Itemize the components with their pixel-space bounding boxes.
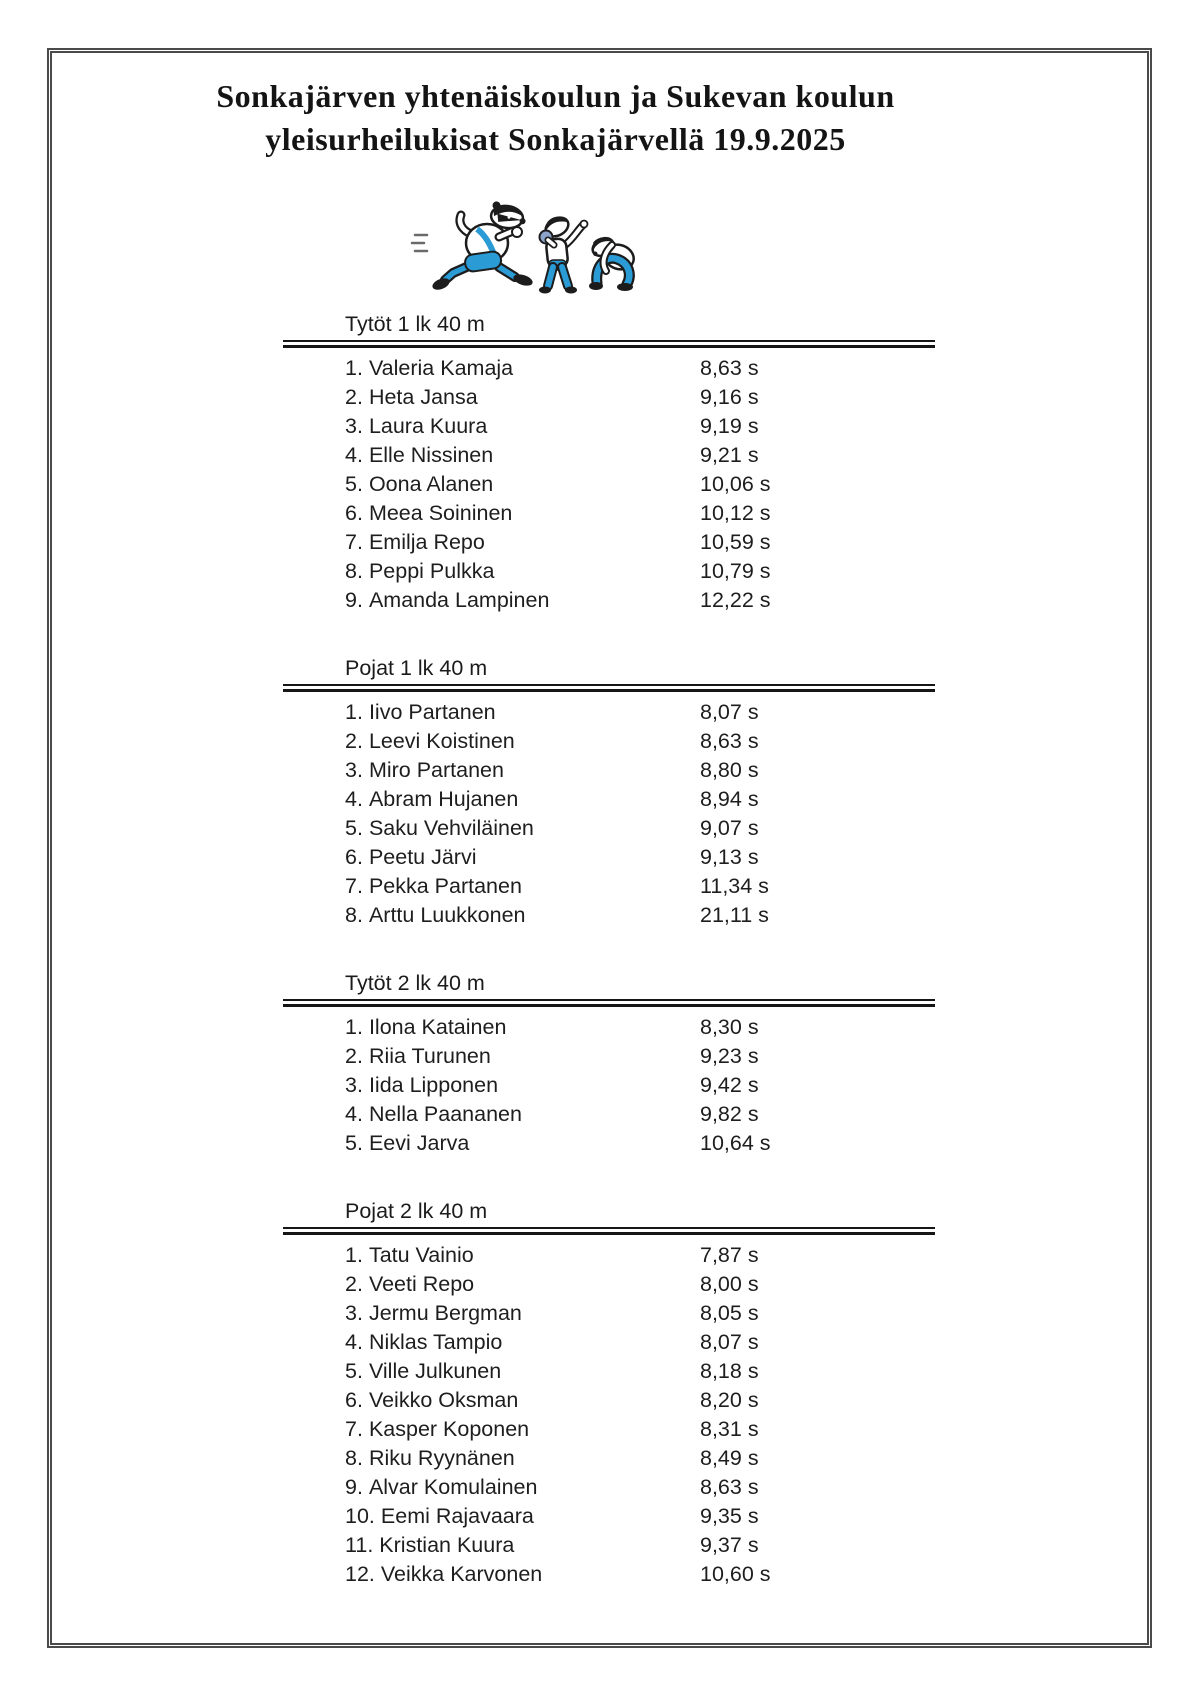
rank-label: 1.	[345, 1015, 363, 1039]
rank-label: 12.	[345, 1562, 375, 1586]
result-row	[345, 1299, 935, 1328]
rank-label: 9.	[345, 1475, 363, 1499]
competitor-name: Veikka Karvonen	[380, 1562, 543, 1586]
rank-label: 8.	[345, 559, 363, 583]
result-time: 8,00 s	[700, 1272, 759, 1296]
competitor	[345, 787, 700, 812]
result-time: 8,80 s	[700, 758, 759, 782]
rank-label: 7.	[345, 530, 363, 554]
competitor-name: Miro Partanen	[368, 758, 504, 782]
result-row	[345, 901, 935, 930]
rank-label: 6.	[345, 845, 363, 869]
rank-label: 1.	[345, 1243, 363, 1267]
competitor	[345, 1131, 700, 1156]
rank-label: 3.	[345, 1301, 363, 1325]
section-divider	[283, 340, 935, 348]
competitor-name: Arttu Luukkonen	[368, 903, 526, 927]
section-heading: Pojat 2 lk 40 m	[345, 1199, 488, 1223]
results-list	[345, 1013, 935, 1158]
rank-label: 8.	[345, 903, 363, 927]
result-time: 10,12 s	[700, 501, 771, 525]
result-row	[345, 785, 935, 814]
competitor	[345, 816, 700, 841]
result-time: 9,13 s	[700, 845, 759, 869]
rank-label: 8.	[345, 1446, 363, 1470]
rank-label: 9.	[345, 588, 363, 612]
competitor	[345, 1272, 700, 1297]
result-row	[345, 1100, 935, 1129]
competitor	[345, 700, 700, 725]
competitor-name: Oona Alanen	[368, 472, 494, 496]
result-row	[345, 1071, 935, 1100]
competitor-name: Peetu Järvi	[368, 845, 477, 869]
competitor	[345, 1475, 700, 1500]
competitor-name: Kristian Kuura	[379, 1533, 515, 1557]
competitor	[345, 729, 700, 754]
result-time: 8,63 s	[700, 729, 759, 753]
competitor-name: Iida Lipponen	[368, 1073, 499, 1097]
competitor	[345, 1417, 700, 1442]
competitor-name: Eevi Jarva	[368, 1131, 470, 1155]
result-row	[345, 557, 935, 586]
result-time: 8,63 s	[700, 1475, 759, 1499]
result-time: 9,16 s	[700, 385, 759, 409]
competitor	[345, 1562, 700, 1587]
rank-label: 1.	[345, 356, 363, 380]
result-row	[345, 499, 935, 528]
result-time: 10,06 s	[700, 472, 771, 496]
section-divider	[283, 1227, 935, 1235]
section-heading: Pojat 1 lk 40 m	[345, 656, 488, 680]
competitor-name: Veikko Oksman	[368, 1388, 519, 1412]
result-time: 9,19 s	[700, 414, 759, 438]
result-row	[345, 1415, 935, 1444]
result-time: 8,30 s	[700, 1015, 759, 1039]
result-row	[345, 441, 935, 470]
result-time: 21,11 s	[700, 903, 769, 927]
result-time: 9,35 s	[700, 1504, 759, 1528]
competitor	[345, 1504, 700, 1529]
page-title	[52, 75, 1059, 161]
competitor	[345, 1073, 700, 1098]
result-row	[345, 354, 935, 383]
competitor-name: Amanda Lampinen	[368, 588, 550, 612]
rank-label: 10.	[345, 1504, 375, 1528]
result-time: 10,79 s	[700, 559, 771, 583]
competitor	[345, 588, 700, 613]
competitor-name: Riku Ryynänen	[368, 1446, 515, 1470]
result-time: 7,87 s	[700, 1243, 759, 1267]
competitor-name: Eemi Rajavaara	[380, 1504, 534, 1528]
result-row	[345, 1473, 935, 1502]
result-time: 8,07 s	[700, 700, 759, 724]
result-row	[345, 756, 935, 785]
rank-label: 4.	[345, 1330, 363, 1354]
result-row	[345, 1386, 935, 1415]
competitor-name: Niklas Tampio	[368, 1330, 503, 1354]
result-section	[283, 1198, 935, 1589]
result-row	[345, 872, 935, 901]
result-time: 9,23 s	[700, 1044, 759, 1068]
competitor	[345, 501, 700, 526]
results-list	[345, 1241, 935, 1589]
results-list	[345, 698, 935, 930]
competitor-name: Elle Nissinen	[368, 443, 494, 467]
title-line-1: Sonkajärven yhtenäiskoulun ja Sukevan koulun	[216, 78, 895, 114]
competitor-name: Ville Julkunen	[368, 1359, 502, 1383]
result-row	[345, 1328, 935, 1357]
rank-label: 7.	[345, 874, 363, 898]
competitor	[345, 385, 700, 410]
result-time: 8,20 s	[700, 1388, 759, 1412]
section-divider	[283, 684, 935, 692]
rank-label: 1.	[345, 700, 363, 724]
result-section	[283, 311, 935, 615]
rank-label: 2.	[345, 1044, 363, 1068]
result-row	[345, 1270, 935, 1299]
competitor-name: Riia Turunen	[368, 1044, 491, 1068]
competitor	[345, 559, 700, 584]
results-list	[345, 354, 935, 615]
competitor-name: Alvar Komulainen	[368, 1475, 538, 1499]
result-time: 8,05 s	[700, 1301, 759, 1325]
competitor-name: Veeti Repo	[368, 1272, 475, 1296]
rank-label: 6.	[345, 501, 363, 525]
competitor-name: Nella Paananen	[368, 1102, 522, 1126]
result-time: 8,49 s	[700, 1446, 759, 1470]
section-divider	[283, 999, 935, 1007]
competitor	[345, 1015, 700, 1040]
section-heading: Tytöt 1 lk 40 m	[345, 312, 485, 336]
competitor-name: Meea Soininen	[368, 501, 513, 525]
rank-label: 6.	[345, 1388, 363, 1412]
result-time: 9,82 s	[700, 1102, 759, 1126]
result-time: 8,07 s	[700, 1330, 759, 1354]
rank-label: 5.	[345, 1131, 363, 1155]
rank-label: 4.	[345, 787, 363, 811]
rank-label: 11.	[345, 1533, 374, 1557]
result-row	[345, 1357, 935, 1386]
competitor	[345, 530, 700, 555]
rank-label: 3.	[345, 758, 363, 782]
curl-up-badger-icon	[588, 233, 638, 291]
rank-label: 3.	[345, 414, 363, 438]
result-row	[345, 1241, 935, 1270]
result-row	[345, 470, 935, 499]
result-time: 10,59 s	[700, 530, 771, 554]
competitor	[345, 1243, 700, 1268]
competitor	[345, 472, 700, 497]
result-row	[345, 1129, 935, 1158]
competitor	[345, 356, 700, 381]
competitor-name: Laura Kuura	[368, 414, 488, 438]
rank-label: 7.	[345, 1417, 363, 1441]
rank-label: 4.	[345, 443, 363, 467]
competitor-name: Valeria Kamaja	[368, 356, 514, 380]
competitor	[345, 443, 700, 468]
rank-label: 2.	[345, 1272, 363, 1296]
result-row	[345, 698, 935, 727]
badger-mascots-illustration	[405, 183, 640, 295]
result-time: 9,42 s	[700, 1073, 759, 1097]
rank-label: 5.	[345, 1359, 363, 1383]
rank-label: 5.	[345, 816, 363, 840]
result-row	[345, 814, 935, 843]
rank-label: 5.	[345, 472, 363, 496]
competitor-name: Peppi Pulkka	[368, 559, 495, 583]
rank-label: 4.	[345, 1102, 363, 1126]
result-row	[345, 412, 935, 441]
competitor-name: Leevi Koistinen	[368, 729, 515, 753]
result-time: 8,31 s	[700, 1417, 759, 1441]
result-row	[345, 1042, 935, 1071]
result-row	[345, 1531, 935, 1560]
result-time: 10,64 s	[700, 1131, 771, 1155]
competitor	[345, 1533, 700, 1558]
rank-label: 3.	[345, 1073, 363, 1097]
competitor-name: Iivo Partanen	[368, 700, 496, 724]
result-time: 9,07 s	[700, 816, 759, 840]
competitor	[345, 845, 700, 870]
result-row	[345, 586, 935, 615]
result-row	[345, 843, 935, 872]
result-section	[283, 655, 935, 930]
competitor-name: Abram Hujanen	[368, 787, 519, 811]
page-frame	[47, 48, 1152, 1648]
competitor-name: Ilona Katainen	[368, 1015, 507, 1039]
competitor	[345, 1359, 700, 1384]
competitor	[345, 1044, 700, 1069]
rank-label: 2.	[345, 385, 363, 409]
result-time: 8,94 s	[700, 787, 759, 811]
result-row	[345, 727, 935, 756]
competitor	[345, 1388, 700, 1413]
competitor-name: Tatu Vainio	[368, 1243, 474, 1267]
competitor	[345, 1446, 700, 1471]
competitor-name: Saku Vehviläinen	[368, 816, 534, 840]
result-section	[283, 970, 935, 1158]
result-time: 10,60 s	[700, 1562, 771, 1586]
result-time: 8,63 s	[700, 356, 759, 380]
competitor	[345, 1102, 700, 1127]
result-time: 9,21 s	[700, 443, 759, 467]
result-time: 11,34 s	[700, 874, 769, 898]
result-time: 12,22 s	[700, 588, 771, 612]
competitor	[345, 1301, 700, 1326]
result-row	[345, 383, 935, 412]
result-time: 9,37 s	[700, 1533, 759, 1557]
result-row	[345, 528, 935, 557]
result-time: 8,18 s	[700, 1359, 759, 1383]
competitor-name: Kasper Koponen	[368, 1417, 530, 1441]
competitor	[345, 414, 700, 439]
competitor-name: Jermu Bergman	[368, 1301, 522, 1325]
result-row	[345, 1560, 935, 1589]
result-row	[345, 1013, 935, 1042]
competitor-name: Heta Jansa	[368, 385, 478, 409]
competitor-name: Emilja Repo	[368, 530, 485, 554]
section-heading: Tytöt 2 lk 40 m	[345, 971, 485, 995]
result-row	[345, 1502, 935, 1531]
rank-label: 2.	[345, 729, 363, 753]
competitor	[345, 874, 700, 899]
competitor	[345, 903, 700, 928]
running-badger-icon	[412, 201, 534, 292]
shot-put-badger-icon	[539, 212, 588, 293]
results-sections	[52, 311, 1147, 1589]
competitor-name: Pekka Partanen	[368, 874, 522, 898]
title-line-2: yleisurheilukisat Sonkajärvellä 19.9.2025	[265, 121, 846, 157]
result-row	[345, 1444, 935, 1473]
competitor	[345, 1330, 700, 1355]
competitor	[345, 758, 700, 783]
